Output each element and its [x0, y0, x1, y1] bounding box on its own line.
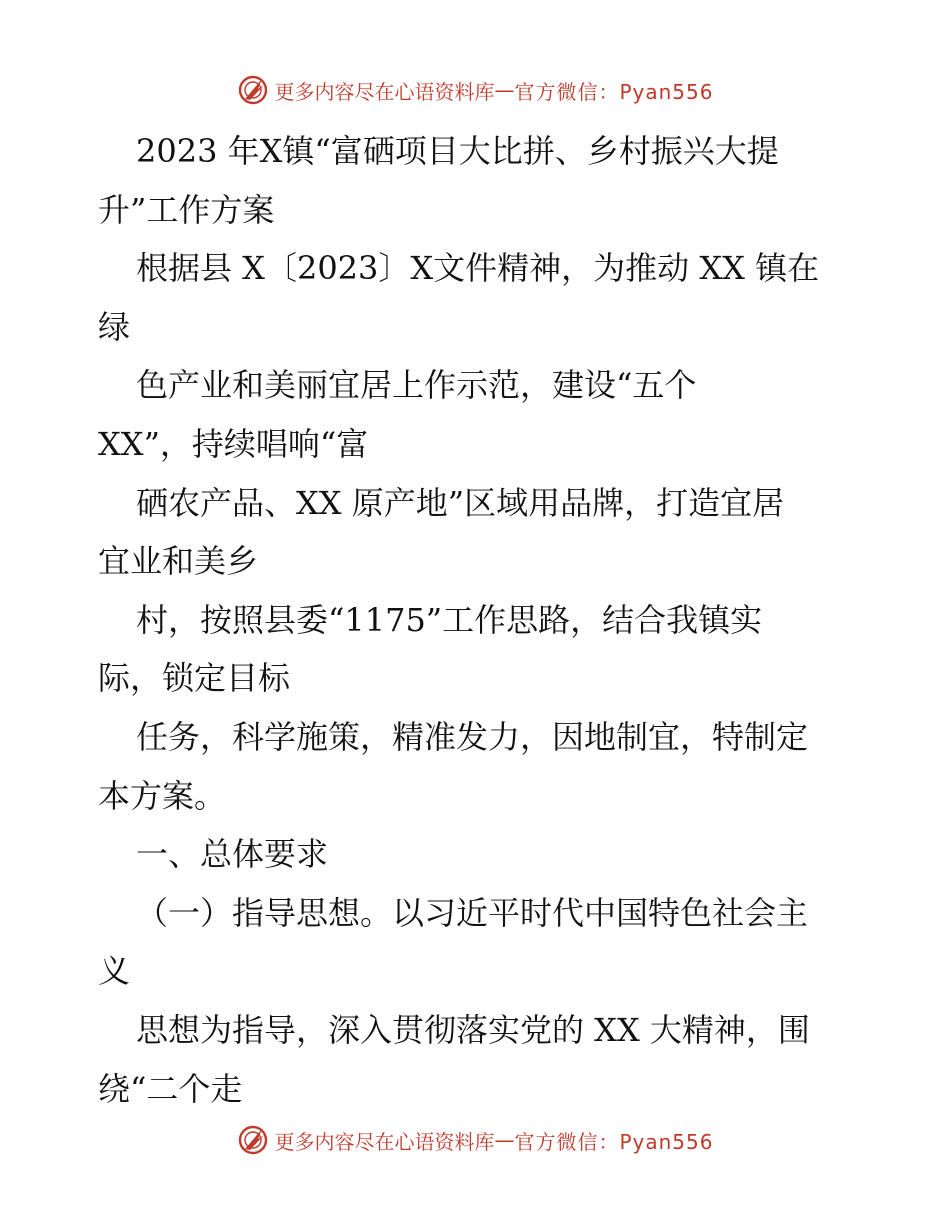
text-line: 绕“二个走	[98, 1069, 243, 1108]
text-line: 绿	[98, 307, 131, 346]
banner-separator: —	[494, 1128, 515, 1152]
text-line: 思想为指导，深入贯彻落实党的 XX 大精神，围	[136, 1010, 810, 1049]
text-line: 一、总体要求	[136, 835, 329, 874]
text-line: 村，按照县委“1175”工作思路，结合我镇实	[136, 600, 763, 639]
text-line: 2023 年X镇“富硒项目大比拼、乡村振兴大提	[136, 132, 779, 170]
text-line: XX”，持续唱响“富	[98, 424, 369, 463]
text-line: 本方案。	[98, 776, 227, 815]
footer-banner[interactable]	[0, 1120, 950, 1160]
text-line: 宜业和美乡	[98, 542, 259, 581]
quill-circle-icon	[236, 73, 270, 107]
banner-separator: —	[494, 78, 515, 102]
text-line: 任务，科学施策，精准发力，因地制宜，特制定	[136, 717, 809, 756]
quill-circle-icon	[236, 1123, 270, 1157]
text-line: 际，锁定目标	[98, 659, 291, 698]
banner-wechat-text: 官方微信：Pyan556	[514, 79, 714, 104]
text-line: 色产业和美丽宜居上作示范，建设“五个	[136, 366, 697, 405]
text-line: （一）指导思想。以习近平时代中国特色社会主	[136, 893, 809, 932]
banner-site-text: 更多内容尽在心语资料库	[274, 79, 495, 104]
banner-site-text: 更多内容尽在心语资料库	[274, 1129, 495, 1154]
header-banner[interactable]	[0, 70, 950, 110]
banner-wechat-text: 官方微信：Pyan556	[514, 1129, 714, 1154]
text-line: 升”工作方案	[98, 190, 275, 229]
text-line: 硒农产品、XX 原产地”区域用品牌，打造宜居	[136, 483, 785, 522]
text-line: 根据县 X〔2023〕X文件精神，为推动 XX 镇在	[136, 249, 820, 288]
document-body	[98, 122, 858, 1118]
text-line: 义	[98, 952, 131, 991]
